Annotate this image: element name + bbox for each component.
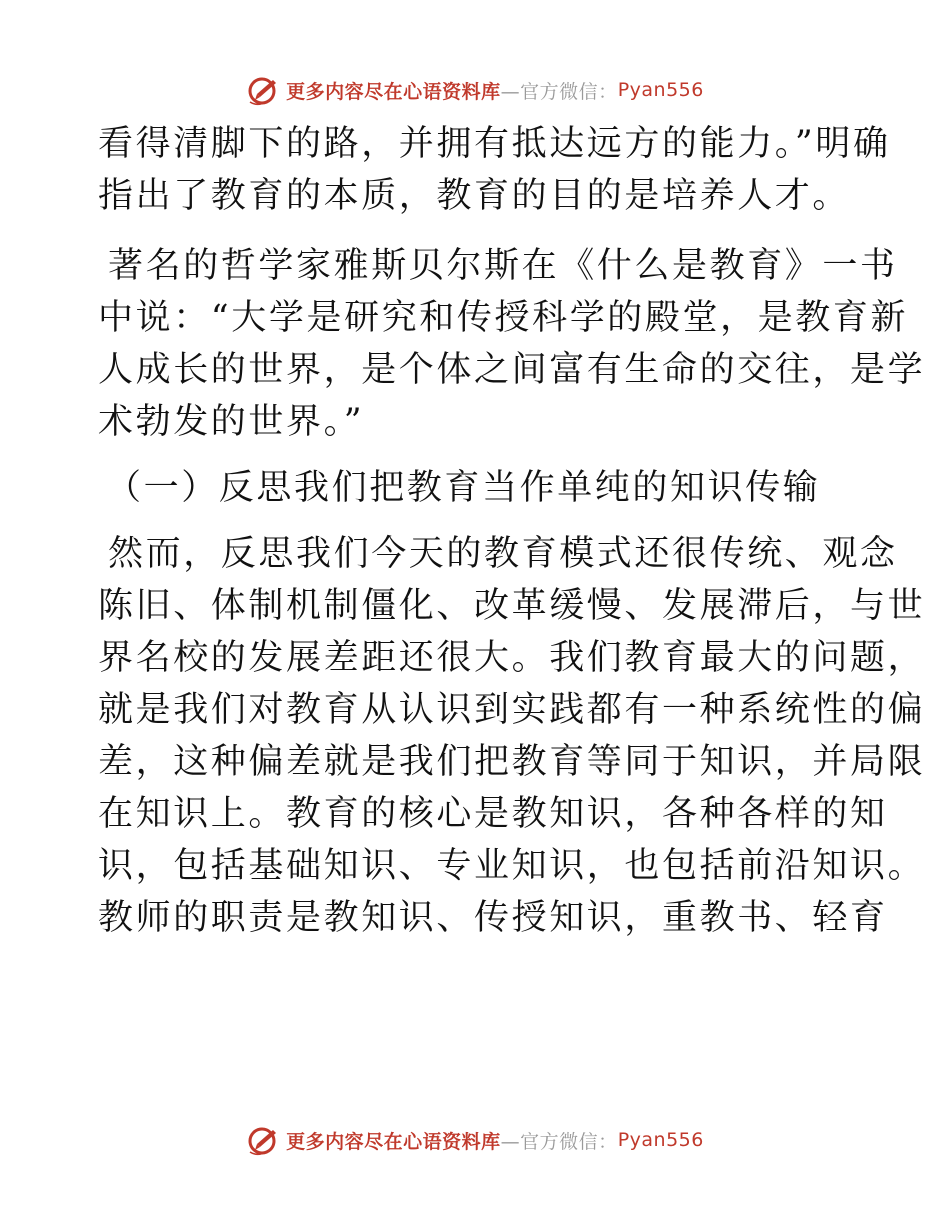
text-line: 人成长的世界，是个体之间富有生命的交往，是学 — [98, 350, 926, 390]
header-banner — [0, 70, 950, 110]
text-line: 然而，反思我们今天的教育模式还很传统、观念 — [108, 534, 898, 574]
text-line: 教师的职责是教知识、传授知识，重教书、轻育 — [98, 898, 888, 938]
paragraph-jaspers-quote — [98, 240, 926, 448]
document-body — [98, 118, 926, 944]
pen-logo-icon — [246, 72, 282, 108]
text-line: 看得清脚下的路，并拥有抵达远方的能力。”明确 — [98, 124, 891, 164]
footer-banner — [0, 1120, 950, 1160]
text-line: 就是我们对教育从认识到实践都有一种系统性的偏 — [98, 690, 926, 730]
banner-separator-text: —官方微信： — [500, 80, 618, 103]
paragraph-education-essence — [98, 118, 891, 222]
text-line: 识，包括基础知识、专业知识，也包括前沿知识。 — [98, 846, 926, 886]
text-line: 著名的哲学家雅斯贝尔斯在《什么是教育》一书 — [108, 246, 898, 286]
pen-logo-icon — [246, 1122, 282, 1158]
banner-main-text: 更多内容尽在心语资料库 — [286, 1130, 501, 1153]
text-line: 差，这种偏差就是我们把教育等同于知识，并局限 — [98, 742, 926, 782]
text-line: 术勃发的世界。” — [98, 402, 365, 442]
text-line: 陈旧、体制机制僵化、改革缓慢、发展滞后，与世 — [98, 586, 926, 626]
banner-wechat-id: Pyan556 — [617, 1129, 704, 1151]
section-heading — [98, 462, 858, 514]
banner-separator-text: —官方微信： — [500, 1130, 618, 1153]
text-line: 中说：“大学是研究和传授科学的殿堂，是教育新 — [98, 298, 909, 338]
banner-main-text: 更多内容尽在心语资料库 — [286, 80, 501, 103]
text-line: 界名校的发展差距还很大。我们教育最大的问题， — [98, 638, 926, 678]
text-line: 在知识上。教育的核心是教知识，各种各样的知 — [98, 794, 888, 834]
paragraph-reflection — [98, 528, 926, 944]
text-line: 指出了教育的本质，教育的目的是培养人才。 — [98, 176, 851, 216]
banner-wechat-id: Pyan556 — [617, 79, 704, 101]
section-heading-text: （一）反思我们把教育当作单纯的知识传输 — [106, 468, 821, 508]
